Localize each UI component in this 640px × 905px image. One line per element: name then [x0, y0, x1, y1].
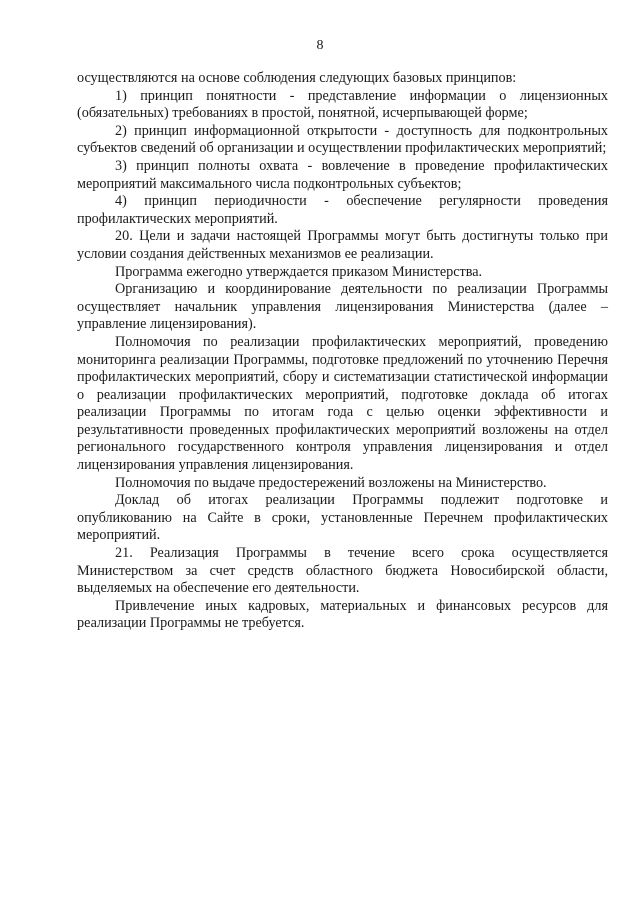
document-body — [77, 70, 608, 633]
paragraph: 4) принцип периодичности - обеспечение регулярности проведения профилактических мероприятий. — [77, 193, 608, 227]
paragraph: Организацию и координирование деятельности по реализации Программы осуществляет начальник управления лицензирования Министерства (далее – управление лицензирования). — [77, 281, 608, 333]
paragraph: Привлечение иных кадровых, материальных и финансовых ресурсов для реализации Программы не требуется. — [77, 597, 608, 632]
paragraph: осуществляются на основе соблюдения следующих базовых принципов: — [77, 70, 517, 86]
paragraph: Программа ежегодно утверждается приказом Министерства. — [115, 263, 483, 280]
paragraph: 2) принцип информационной открытости - доступность для подконтрольных субъектов сведений об организации и осуществлении профилактических мероприятий; — [77, 122, 608, 157]
paragraph: 20. Цели и задачи настоящей Программы могут быть достигнуты только при условии создания действенных механизмов ее реализации. — [77, 228, 608, 262]
paragraph: 3) принцип полноты охвата - вовлечение в проведение профилактических мероприятий максимального числа подконтрольных субъектов; — [77, 157, 608, 192]
paragraph: 1) принцип понятности - представление информации о лицензионных (обязательных) требованиях в простой, понятной, исчерпывающей форме; — [77, 87, 608, 122]
paragraph: 21. Реализация Программы в течение всего срока осуществляется Министерством за счет средств областного бюджета Новосибирской области, выделяемых на обеспечение его деятельности. — [77, 545, 608, 597]
paragraph: Доклад об итогах реализации Программы подлежит подготовке и опубликованию на Сайте в сроки, установленные Перечнем профилактических мероприятий. — [77, 492, 608, 544]
page-number: 8 — [316, 38, 324, 53]
paragraph: Полномочия по выдаче предостережений возложены на Министерство. — [115, 474, 547, 491]
paragraph: Полномочия по реализации профилактических мероприятий, проведению мониторинга реализации Программы, подготовке предложений по уточнению Перечня профилактических мероприятий, сбору и систематизации статистической информации о реализации профилактических мероприятий, подготовке доклада об итогах реализации Программы по итогам года с целью оценки эффективности и результативности проведенных профилактических мероприятий возложены на отдел регионального государственного контроля управления лицензирования и отдел лицензирования управления лицензирования. — [77, 333, 608, 474]
